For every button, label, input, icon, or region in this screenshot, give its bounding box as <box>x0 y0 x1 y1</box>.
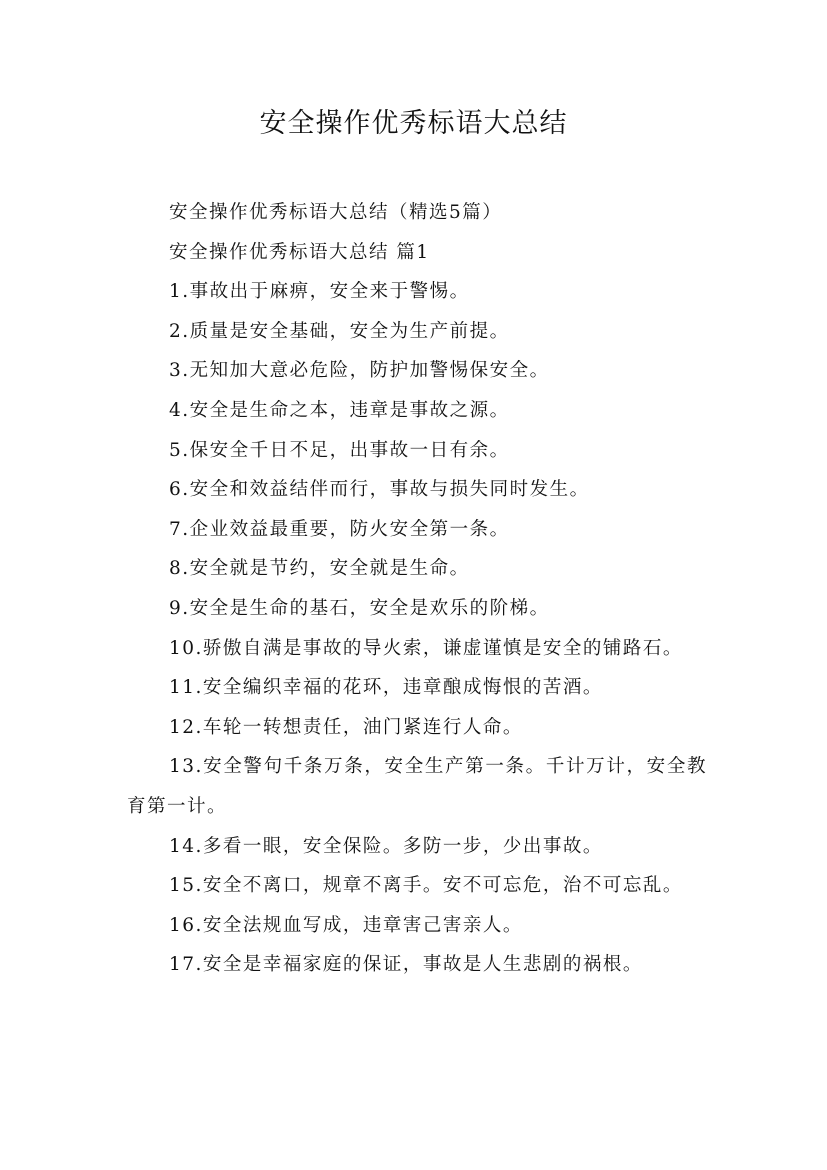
slogan-item: 14.多看一眼，安全保险。多防一步，少出事故。 <box>169 835 603 857</box>
slogan-item: 17.安全是幸福家庭的保证，事故是人生悲剧的祸根。 <box>169 954 643 976</box>
document-body <box>127 193 707 985</box>
slogan-item: 6.安全和效益结伴而行，事故与损失同时发生。 <box>169 479 590 501</box>
slogan-item: 2.质量是安全基础，安全为生产前提。 <box>169 320 510 342</box>
slogan-item: 11.安全编织幸福的花环，违章酿成悔恨的苦酒。 <box>169 677 603 699</box>
slogan-item: 12.车轮一转想责任，油门紧连行人命。 <box>169 716 523 738</box>
slogan-item: 9.安全是生命的基石，安全是欢乐的阶梯。 <box>169 597 550 619</box>
slogan-item: 15.安全不离口，规章不离手。安不可忘危，治不可忘乱。 <box>169 875 683 897</box>
slogan-item: 1.事故出于麻痹，安全来于警惕。 <box>169 281 470 303</box>
slogan-item: 16.安全法规血写成，违章害己害亲人。 <box>169 914 523 936</box>
document-title: 安全操作优秀标语大总结 <box>259 108 568 139</box>
slogan-item: 10.骄傲自满是事故的导火索，谦虚谨慎是安全的铺路石。 <box>169 637 683 659</box>
paragraph-subtitle: 安全操作优秀标语大总结（精选5篇） <box>169 202 503 223</box>
slogan-item: 3.无知加大意必危险，防护加警惕保安全。 <box>169 360 550 382</box>
slogan-item: 4.安全是生命之本，违章是事故之源。 <box>169 399 510 421</box>
slogan-item: 7.企业效益最重要，防火安全第一条。 <box>169 518 510 540</box>
slogan-item: 8.安全就是节约，安全就是生命。 <box>169 558 470 580</box>
paragraph-section-heading: 安全操作优秀标语大总结 篇1 <box>169 241 430 263</box>
slogan-item: 5.保安全千日不足，出事故一日有余。 <box>169 439 510 461</box>
slogan-item: 13.安全警句千条万条，安全生产第一条。千计万计，安全教育第一计。 <box>127 756 707 817</box>
